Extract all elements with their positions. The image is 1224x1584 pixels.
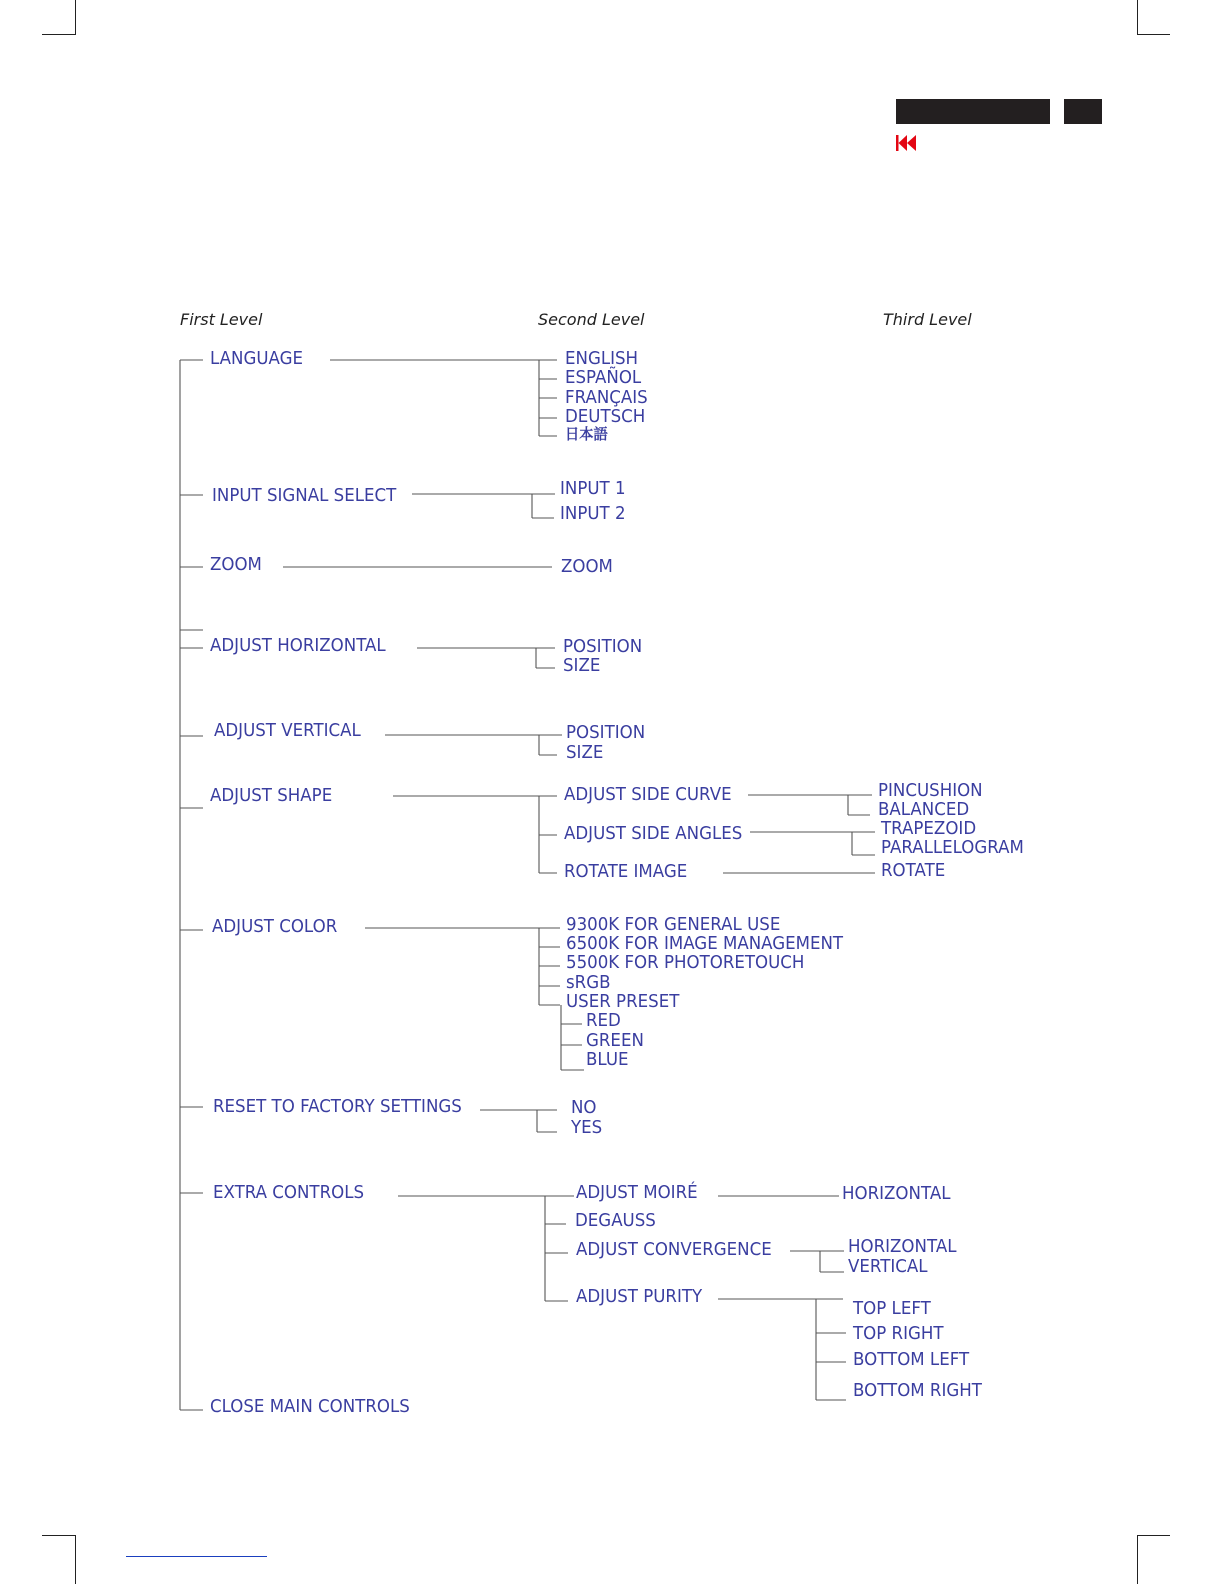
option-moire-horizontal: HORIZONTAL bbox=[842, 1184, 951, 1204]
option-bottom-right: BOTTOM RIGHT bbox=[853, 1381, 982, 1401]
option-blue: BLUE bbox=[586, 1050, 629, 1070]
option-adjust-side-curve: ADJUST SIDE CURVE bbox=[564, 785, 732, 805]
menu-zoom: ZOOM bbox=[210, 555, 262, 575]
option-adjust-purity: ADJUST PURITY bbox=[576, 1287, 703, 1307]
menu-adjust-shape: ADJUST SHAPE bbox=[210, 786, 333, 806]
option-rotate-image: ROTATE IMAGE bbox=[564, 862, 688, 882]
menu-adjust-vertical: ADJUST VERTICAL bbox=[214, 721, 361, 741]
option-bottom-left: BOTTOM LEFT bbox=[853, 1350, 970, 1370]
option-english: ENGLISH bbox=[565, 349, 639, 369]
option-degauss: DEGAUSS bbox=[575, 1211, 656, 1231]
option-parallelogram: PARALLELOGRAM bbox=[881, 838, 1024, 858]
option-francais: FRANÇAIS bbox=[565, 388, 648, 408]
option-h-size: SIZE bbox=[563, 656, 601, 676]
menu-reset-factory-settings: RESET TO FACTORY SETTINGS bbox=[213, 1097, 462, 1117]
option-no: NO bbox=[571, 1098, 597, 1118]
footer-link[interactable] bbox=[126, 1556, 267, 1563]
first-level-heading: First Level bbox=[180, 310, 263, 329]
option-srgb: sRGB bbox=[566, 973, 611, 993]
option-top-right: TOP RIGHT bbox=[853, 1324, 944, 1344]
option-adjust-moire: ADJUST MOIRÉ bbox=[576, 1183, 698, 1203]
option-adjust-convergence: ADJUST CONVERGENCE bbox=[576, 1240, 772, 1260]
option-red: RED bbox=[586, 1011, 621, 1031]
option-5500k: 5500K FOR PHOTORETOUCH bbox=[566, 953, 805, 973]
option-convergence-horizontal: HORIZONTAL bbox=[848, 1237, 957, 1257]
option-balanced: BALANCED bbox=[878, 800, 970, 820]
option-adjust-side-angles: ADJUST SIDE ANGLES bbox=[564, 824, 743, 844]
second-level-heading: Second Level bbox=[538, 310, 645, 329]
menu-adjust-horizontal: ADJUST HORIZONTAL bbox=[210, 636, 386, 656]
option-rotate: ROTATE bbox=[881, 861, 946, 881]
menu-input-signal-select: INPUT SIGNAL SELECT bbox=[212, 486, 397, 506]
third-level-heading: Third Level bbox=[883, 310, 972, 329]
option-deutsch: DEUTSCH bbox=[565, 407, 646, 427]
option-japanese: 日本語 bbox=[565, 425, 608, 443]
option-espanol: ESPAÑOL bbox=[565, 368, 642, 388]
option-user-preset: USER PRESET bbox=[566, 992, 680, 1012]
option-yes: YES bbox=[571, 1118, 603, 1138]
option-9300k: 9300K FOR GENERAL USE bbox=[566, 915, 781, 935]
menu-language: LANGUAGE bbox=[210, 349, 303, 369]
option-trapezoid: TRAPEZOID bbox=[881, 819, 977, 839]
option-v-position: POSITION bbox=[566, 723, 646, 743]
option-h-position: POSITION bbox=[563, 637, 643, 657]
menu-extra-controls: EXTRA CONTROLS bbox=[213, 1183, 365, 1203]
menu-close-main-controls: CLOSE MAIN CONTROLS bbox=[210, 1397, 410, 1417]
option-6500k: 6500K FOR IMAGE MANAGEMENT bbox=[566, 934, 844, 954]
option-input-1: INPUT 1 bbox=[560, 479, 626, 499]
option-zoom: ZOOM bbox=[561, 557, 613, 577]
option-convergence-vertical: VERTICAL bbox=[848, 1257, 928, 1277]
option-input-2: INPUT 2 bbox=[560, 504, 626, 524]
option-green: GREEN bbox=[586, 1031, 644, 1051]
option-v-size: SIZE bbox=[566, 743, 604, 763]
option-pincushion: PINCUSHION bbox=[878, 781, 983, 801]
option-top-left: TOP LEFT bbox=[853, 1299, 931, 1319]
menu-adjust-color: ADJUST COLOR bbox=[212, 917, 338, 937]
